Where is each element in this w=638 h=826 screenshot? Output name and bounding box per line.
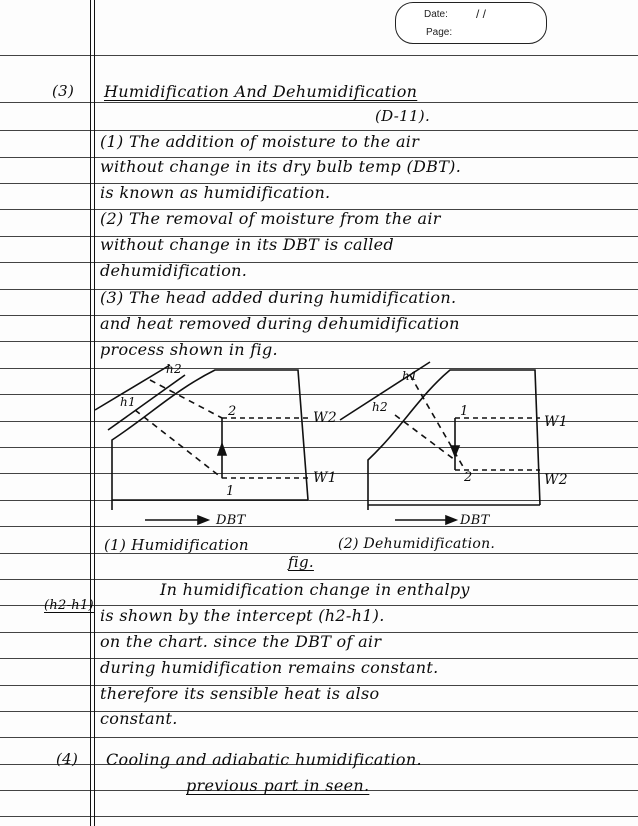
text-line: (3) The head added during humidification. (100, 288, 457, 307)
label-point-1-right: 1 (460, 404, 469, 419)
text-line: during humidification remains constant. (100, 658, 439, 677)
text-line: without change in its dry bulb temp (DBT). (100, 157, 462, 176)
section-number: (3) (52, 82, 75, 100)
text-line: process shown in fig. (100, 340, 278, 359)
label-h1-right: h1 (402, 369, 418, 383)
label-w1-right: W1 (544, 414, 568, 430)
text-line: In humidification change in enthalpy (160, 580, 470, 599)
caption-right: (2) Dehumidification. (338, 536, 496, 552)
text-line: constant. (100, 709, 178, 728)
date-value: / / (476, 7, 487, 21)
date-page-box (395, 2, 547, 44)
section-ref: (D-11). (375, 107, 431, 125)
text-line: previous part in seen. (186, 776, 370, 795)
figure-label: fig. (288, 553, 314, 571)
label-w2-right: W2 (544, 472, 568, 488)
label-h2-right: h2 (372, 400, 388, 414)
text-line: (2) The removal of moisture from the air (100, 209, 441, 228)
axis-label-left: DBT (216, 513, 246, 528)
label-w1-left: W1 (313, 470, 337, 486)
label-point-1-left: 1 (226, 484, 235, 499)
text-line: is shown by the intercept (h2-h1). (100, 606, 385, 625)
label-h2-left: h2 (166, 362, 182, 376)
label-h1-left: h1 (120, 395, 136, 409)
section-title: Humidification And Dehumidification (104, 82, 418, 101)
label-w2-left: W2 (313, 410, 337, 426)
axis-label-right: DBT (460, 513, 490, 528)
section-number: (4) (56, 750, 79, 768)
text-line: on the chart. since the DBT of air (100, 632, 382, 651)
text-line: is known as humidification. (100, 183, 331, 202)
page-label: Page: (426, 27, 453, 38)
text-line: therefore its sensible heat is also (100, 684, 380, 703)
label-point-2-right: 2 (464, 470, 473, 485)
text-line: and heat removed during dehumidification (100, 314, 460, 333)
section-title: Cooling and adiabatic humidification. (106, 750, 422, 769)
label-point-2-left: 2 (228, 404, 237, 419)
caption-left: (1) Humidification (104, 536, 249, 554)
margin-note: (h2-h1) (44, 598, 94, 613)
text-line: (1) The addition of moisture to the air (100, 132, 420, 151)
date-label: Date: (424, 9, 448, 20)
text-line: dehumidification. (100, 261, 248, 280)
text-line: without change in its DBT is called (100, 235, 394, 254)
